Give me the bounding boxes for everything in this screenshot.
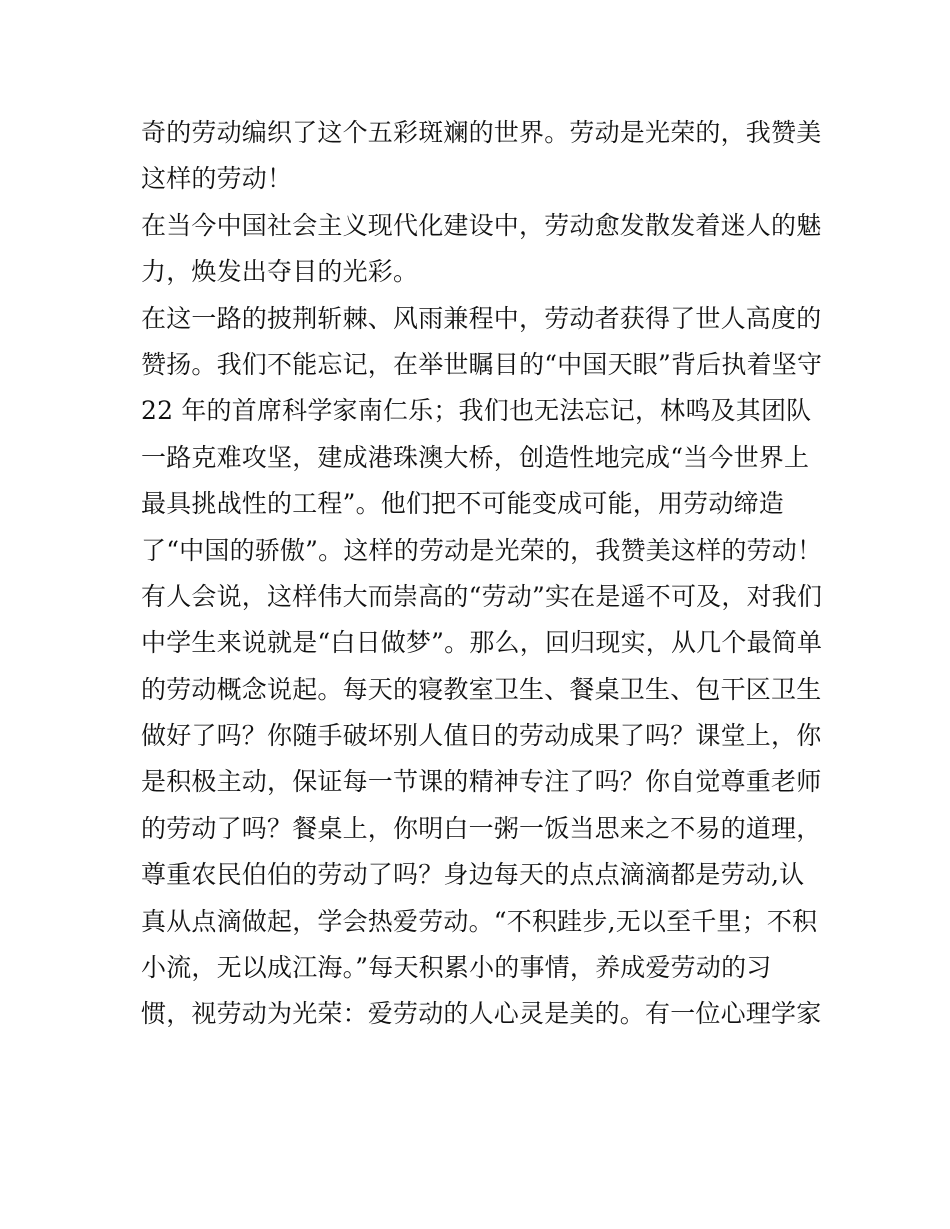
text-line: 惯，视劳动为光荣：爱劳动的人心灵是美的。有一位心理学家 bbox=[141, 999, 822, 1029]
text-line: 最具挑战性的工程”。他们把不可能变成可能，用劳动缔造 bbox=[141, 489, 784, 519]
text-line: 这样的劳动！ bbox=[141, 164, 293, 194]
text-line: 奇的劳动编织了这个五彩斑斓的世界。劳动是光荣的，我赞美 bbox=[141, 118, 822, 147]
text-line: 的劳动了吗？餐桌上，你明白一粥一饭当思来之不易的道理， bbox=[141, 813, 822, 843]
text-line: 在这一路的披荆斩棘、风雨兼程中，劳动者获得了世人高度的 bbox=[141, 303, 822, 333]
text-line: 真从点滴做起，学会热爱劳动。“不积跬步,无以至千里；不积 bbox=[141, 906, 818, 936]
text-line: 中学生来说就是“白日做梦”。那么，回归现实，从几个最简单 bbox=[141, 628, 823, 658]
text-line: 了“中国的骄傲”。这样的劳动是光荣的，我赞美这样的劳动！ bbox=[141, 535, 823, 565]
text-line: 赞扬。我们不能忘记，在举世瞩目的“中国天眼”背后执着坚守 bbox=[141, 349, 823, 379]
text-line: 力，焕发出夺目的光彩。 bbox=[141, 257, 419, 287]
text-line: 在当今中国社会主义现代化建设中，劳动愈发散发着迷人的魅 bbox=[141, 210, 822, 240]
text-line: 是积极主动，保证每一节课的精神专注了吗？你自觉尊重老师 bbox=[141, 767, 822, 797]
text-line: 有人会说，这样伟大而崇高的“劳动”实在是遥不可及，对我们 bbox=[141, 581, 823, 611]
text-line: 22 年的首席科学家南仁乐；我们也无法忘记，林鸣及其团队 bbox=[141, 396, 812, 426]
essay-body bbox=[141, 110, 821, 1038]
text-line: 小流，无以成江海。”每天积累小的事情，养成爱劳动的习 bbox=[141, 953, 772, 983]
text-line: 做好了吗？你随手破坏别人值日的劳动成果了吗？课堂上，你 bbox=[141, 721, 822, 751]
text-line: 的劳动概念说起。每天的寝教室卫生、餐桌卫生、包干区卫生 bbox=[141, 674, 822, 704]
text-line: 一路克难攻坚，建成港珠澳大桥，创造性地完成“当今世界上 bbox=[141, 442, 810, 472]
text-line: 尊重农民伯伯的劳动了吗？身边每天的点点滴滴都是劳动,认 bbox=[141, 860, 805, 890]
